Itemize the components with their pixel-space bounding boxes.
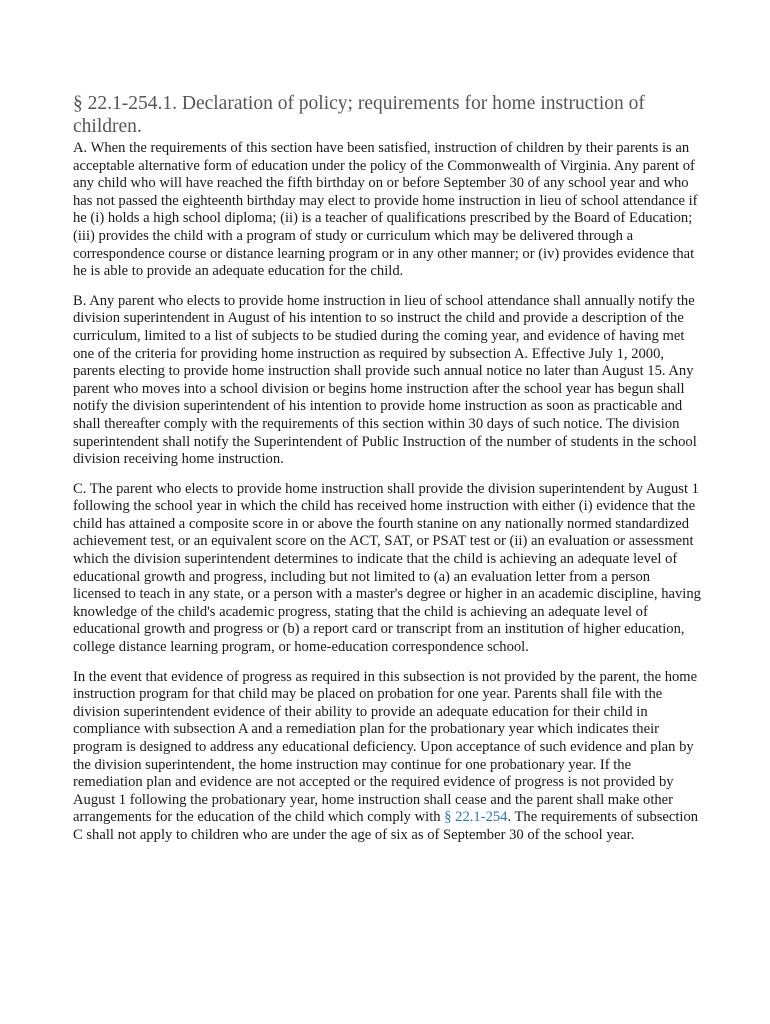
- paragraph-a: A. When the requirements of this section have been satisfied, instruction of children by their parents is an acceptable alternative form of education under the policy of the Commonwealth of Virginia. Any parent of any child who will have reached the fifth birthday on or before September 30 of any school year and who has not passed the eighteenth birthday may elect to provide home instruction in lieu of school attendance if he (i) holds a high school diploma; (ii) is a teacher of qualifications prescribed by the Board of Education; (iii) provides the child with a program of study or curriculum which may be delivered through a correspondence course or distance learning program or in any other manner; or (iv) provides evidence that he is able to provide an adequate education for the child.: [73, 140, 698, 280]
- document-page: [73, 92, 701, 857]
- paragraph-b: B. Any parent who elects to provide home instruction in lieu of school attendance shall annually notify the division superintendent in August of his intention to so instruct the child and provide a description of the curriculum, limited to a list of subjects to be studied during the coming year, and evidence of having met one of the criteria for providing home instruction as required by subsection A. Effective July 1, 2000, parents electing to provide home instruction shall provide such annual notice no later than August 15. Any parent who moves into a school division or begins home instruction after the school year has begun shall notify the division superintendent of his intention to provide home instruction as soon as practicable and shall thereafter comply with the requirements of this section within 30 days of such notice. The division superintendent shall notify the Superintendent of Public Instruction of the number of students in the school division receiving home instruction.: [73, 292, 697, 468]
- paragraph-c: C. The parent who elects to provide home instruction shall provide the division superintendent by August 1 following the school year in which the child has received home instruction with either (i) evidence that the child has attained a composite score in or above the fourth stanine on any nationally normed standardized achievement test, or an equivalent score on the ACT, SAT, or PSAT test or (ii) an evaluation or assessment which the division superintendent determines to indicate that the child is achieving an adequate level of educational growth and progress, including but not limited to (a) an evaluation letter from a person licensed to teach in any state, or a person with a master's degree or higher in an academic discipline, having knowledge of the child's academic progress, stating that the child is achieving an adequate level of educational growth and progress or (b) a report card or transcript from an institution of higher education, college distance learning program, or home-education correspondence school.: [73, 480, 701, 656]
- section-reference-link[interactable]: § 22.1-254: [444, 809, 508, 826]
- paragraph-probation: [73, 669, 701, 845]
- paragraph-probation-text-start: In the event that evidence of progress as required in this subsection is not provided by the parent, the home instruction program for that child may be placed on probation for one year. Parents shall file with the division superintendent evidence of their ability to provide an adequate education for their child in compliance with subsection A and a remediation plan for the probationary year which indicates their program is designed to address any educational deficiency. Upon acceptance of such evidence and plan by the division superintendent, the home instruction may continue for one probationary year. If the remediation plan and evidence are not accepted or the required evidence of progress is not provided by August 1 following the probationary year, home instruction shall cease and the parent shall make other arrangements for the education of the child which comply with: [73, 668, 698, 826]
- paragraph-probation-text-end: . The requirements of subsection C shall not apply to children who are under the age of six as of September 30 of the school year.: [73, 809, 699, 843]
- section-title: § 22.1-254.1. Declaration of policy; requirements for home instruction of children.: [73, 93, 645, 137]
